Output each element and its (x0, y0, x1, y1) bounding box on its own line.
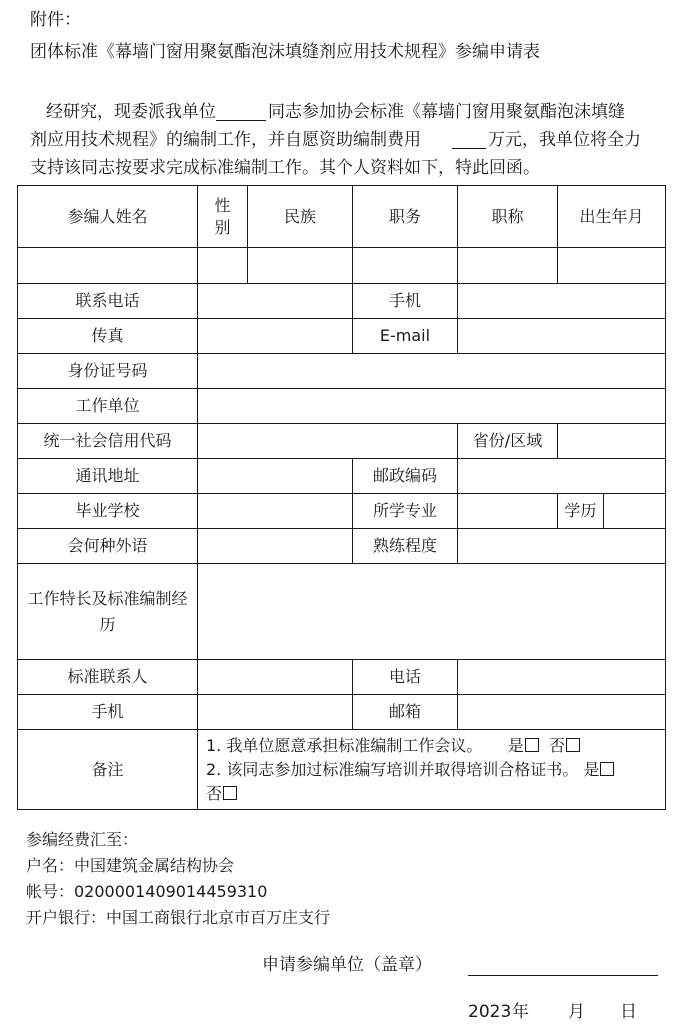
note-2-yes-checkbox[interactable] (600, 762, 614, 776)
note-1-no-label: 否 (548, 735, 565, 755)
postcode-field[interactable] (458, 459, 666, 494)
school-field[interactable] (198, 494, 353, 529)
employer-label: 工作单位 (18, 389, 198, 424)
contact-person-field[interactable] (198, 660, 353, 695)
contact-phone-label: 电话 (353, 660, 458, 695)
account-number: 帐号：0200001409014459310 (26, 882, 268, 901)
applicant-seal-line[interactable] (468, 975, 658, 976)
address-label: 通讯地址 (18, 459, 198, 494)
position-field[interactable] (353, 248, 458, 284)
id-number-field[interactable] (198, 354, 666, 389)
contact-mobile-field[interactable] (198, 695, 353, 730)
mobile-label: 手机 (353, 284, 458, 319)
email-label: E-mail (353, 319, 458, 354)
intro-line3: 支持该同志按要求完成标准编制工作。其个人资料如下，特此回函。 (30, 158, 540, 178)
birth-date-field[interactable] (558, 248, 666, 284)
contact-email-label: 邮箱 (353, 695, 458, 730)
intro-line1-b: 同志参加协会标准《幕墙门窗用聚氨酯泡沫填缝 (268, 102, 625, 122)
note-1-no-checkbox[interactable] (566, 738, 580, 752)
major-field[interactable] (458, 494, 558, 529)
experience-field[interactable] (198, 564, 666, 660)
degree-field[interactable] (604, 494, 666, 529)
postcode-label: 邮政编码 (353, 459, 458, 494)
note-2-text: 2. 该同志参加过标准编写培训并取得培训合格证书。 (206, 759, 579, 779)
note-2-no-checkbox[interactable] (223, 786, 237, 800)
proficiency-field[interactable] (458, 529, 666, 564)
notes-content (198, 730, 666, 810)
degree-label: 学历 (558, 494, 604, 529)
note-2-cont (206, 782, 665, 806)
contact-phone-field[interactable] (458, 660, 666, 695)
date-year-char: 年 (512, 1002, 529, 1022)
experience-label: 工作特长及标准编制经历 (18, 564, 198, 660)
language-field[interactable] (198, 529, 353, 564)
email-field[interactable] (458, 319, 666, 354)
name-label: 参编人姓名 (18, 186, 198, 248)
mobile-field[interactable] (458, 284, 666, 319)
language-label: 会何种外语 (18, 529, 198, 564)
delegate-name-blank[interactable] (216, 120, 266, 121)
fax-field[interactable] (198, 319, 353, 354)
id-number-label: 身份证号码 (18, 354, 198, 389)
form-title: 团体标准《幕墙门窗用聚氨酯泡沫填缝剂应用技术规程》参编申请表 (30, 42, 540, 62)
province-label: 省份/区域 (458, 424, 558, 459)
name-field[interactable] (18, 248, 198, 284)
date-month-char: 月 (568, 1002, 585, 1022)
ethnicity-field[interactable] (248, 248, 353, 284)
credit-code-label: 统一社会信用代码 (18, 424, 198, 459)
bank-name: 开户银行：中国工商银行北京市百万庄支行 (26, 908, 331, 927)
credit-code-field[interactable] (198, 424, 458, 459)
note-1-yes-checkbox[interactable] (525, 738, 539, 752)
contact-email-field[interactable] (458, 695, 666, 730)
position-label: 职务 (353, 186, 458, 248)
note-1-text: 1. 我单位愿意承担标准编制工作会议。 (206, 735, 483, 755)
notes-label: 备注 (18, 730, 198, 810)
professional-title-field[interactable] (458, 248, 558, 284)
note-2-yes-label: 是 (583, 759, 600, 779)
contact-mobile-label: 手机 (18, 695, 198, 730)
note-1-yes-label: 是 (507, 735, 524, 755)
fax-label: 传真 (18, 319, 198, 354)
province-field[interactable] (558, 424, 666, 459)
phone-field[interactable] (198, 284, 353, 319)
birth-date-label: 出生年月 (558, 186, 666, 248)
phone-label: 联系电话 (18, 284, 198, 319)
intro-line1-a: 经研究，现委派我单位 (46, 102, 216, 122)
contact-person-label: 标准联系人 (18, 660, 198, 695)
fee-amount-blank[interactable] (452, 148, 486, 149)
address-field[interactable] (198, 459, 353, 494)
note-2-no-label: 否 (206, 783, 223, 803)
professional-title-label: 职称 (458, 186, 558, 248)
date-year: 2023 (468, 1002, 512, 1022)
major-label: 所学专业 (353, 494, 458, 529)
note-1 (206, 734, 665, 758)
intro-line2-a: 剂应用技术规程》的编制工作，并自愿资助编制费用 (30, 130, 421, 150)
note-2 (206, 758, 665, 782)
date-day-char: 日 (620, 1002, 637, 1022)
attachment-label: 附件： (30, 10, 81, 30)
ethnicity-label: 民族 (248, 186, 353, 248)
employer-field[interactable] (198, 389, 666, 424)
account-name: 户名：中国建筑金属结构协会 (26, 856, 235, 875)
gender-field[interactable] (198, 248, 248, 284)
intro-line2-b: 万元，我单位将全力 (488, 130, 641, 150)
payment-heading: 参编经费汇至： (26, 830, 139, 849)
applicant-seal-label: 申请参编单位（盖章） (262, 955, 432, 975)
application-form-table (17, 185, 666, 810)
gender-label: 性别 (198, 186, 248, 248)
proficiency-label: 熟练程度 (353, 529, 458, 564)
school-label: 毕业学校 (18, 494, 198, 529)
